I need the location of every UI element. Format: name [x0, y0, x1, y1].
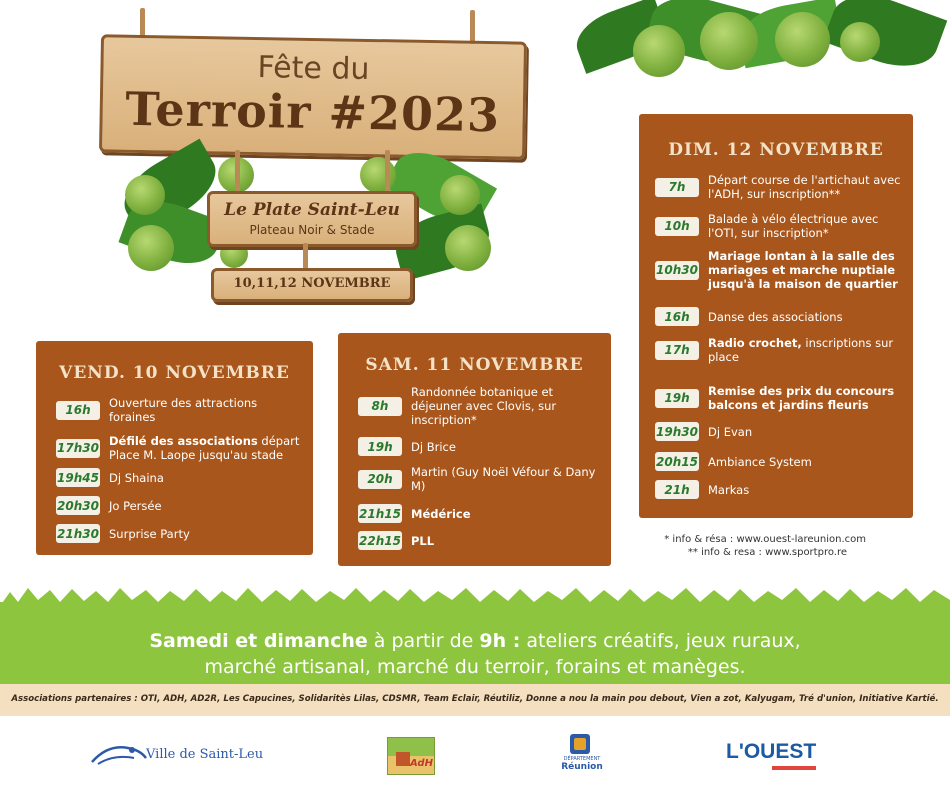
- event-text: Danse des associations: [708, 309, 843, 324]
- event-text: Défilé des associations départ Place M. Laope jusqu'au stade: [109, 434, 300, 462]
- list-item: [56, 524, 190, 543]
- event-text: Markas: [708, 482, 750, 497]
- list-item: [56, 434, 309, 462]
- footnote-2: ** info & resa : www.sportpro.re: [687, 547, 847, 558]
- saint-leu-logo: Ville de Saint-Leu: [88, 738, 268, 772]
- event-text: Surprise Party: [109, 526, 190, 541]
- weekend-banner: Samedi et dimanche à partir de 9h : ateliers créatifs, jeux ruraux, marché artisanal, marché du terroir, forains et manèges.: [149, 630, 801, 678]
- time-badge: 10h: [655, 217, 699, 236]
- list-item: [358, 504, 471, 523]
- sign-line1: Fête du: [257, 50, 370, 87]
- event-text: PLL: [411, 533, 435, 548]
- time-badge: 16h: [56, 401, 100, 420]
- place-name: Le Plate Saint-Leu: [224, 200, 400, 220]
- time-badge: 10h30: [655, 261, 699, 280]
- time-badge: 19h30: [655, 422, 699, 441]
- list-item: [56, 396, 289, 424]
- saturday-panel: [338, 333, 611, 566]
- saturday-title: SAM. 11 NOVEMBRE: [365, 355, 584, 375]
- list-item: [655, 480, 749, 499]
- list-item: [655, 422, 752, 441]
- event-text: Martin (Guy Noël Véfour & Dany M): [411, 465, 596, 493]
- event-text: Randonnée botanique et déjeuner avec Clovis, sur inscription*: [411, 385, 557, 427]
- event-text: Ambiance System: [708, 454, 812, 469]
- sign-line2: Terroir #2023: [124, 81, 501, 143]
- time-badge: 20h30: [56, 496, 100, 515]
- event-text: Radio crochet, inscriptions sur place: [708, 336, 894, 364]
- friday-title: VEND. 10 NOVEMBRE: [59, 363, 290, 383]
- departement-logo: DÉPARTEMENT Réunion: [560, 734, 604, 778]
- time-badge: 21h: [655, 480, 699, 499]
- list-item: [655, 249, 908, 291]
- dates-text: 10,11,12 NOVEMBRE: [233, 276, 391, 291]
- time-badge: 17h30: [56, 439, 100, 458]
- list-item: [56, 496, 162, 515]
- title-board: [99, 34, 527, 159]
- ouest-logo: L'OUEST: [726, 738, 826, 772]
- list-item: [358, 531, 434, 550]
- time-badge: 22h15: [358, 531, 402, 550]
- event-text: Dj Brice: [411, 439, 456, 454]
- time-badge: 20h: [358, 470, 402, 489]
- time-badge: 19h: [358, 437, 402, 456]
- place-sub: Plateau Noir & Stade: [249, 223, 375, 237]
- event-text: Mariage lontan à la salle des mariages et marche nuptiale jusqu'à la maison de quartier: [708, 249, 898, 291]
- turtle-icon: [88, 740, 148, 770]
- time-badge: 19h: [655, 389, 699, 408]
- list-item: [655, 212, 903, 240]
- time-badge: 19h45: [56, 468, 100, 487]
- event-text: Remise des prix du concours balcons et jardins fleuris: [708, 384, 895, 412]
- list-item: [655, 452, 812, 471]
- list-item: [655, 336, 903, 364]
- list-item: [56, 468, 164, 487]
- associations-text: Associations partenaires : OTI, ADH, AD2R, Les Capucines, Solidaritès Lilas, CDSMR, Team Eclair, Réutiliz, Donne a nou la main pou debout, Vien a zot, Kalyugam, Tré d'union, Initiative Kartié.: [11, 694, 939, 704]
- list-item: [655, 307, 843, 326]
- time-badge: 16h: [655, 307, 699, 326]
- friday-panel: [36, 341, 313, 555]
- event-text: Ouverture des attractions foraines: [109, 396, 258, 424]
- footnote-1: * info & résa : www.ouest-lareunion.com: [664, 534, 866, 545]
- event-text: Dj Evan: [708, 424, 753, 439]
- associations-bar: [0, 684, 950, 716]
- event-text: Médérice: [411, 506, 471, 521]
- place-board: [207, 191, 417, 247]
- list-item: [358, 437, 456, 456]
- dates-board: [211, 268, 413, 302]
- time-badge: 8h: [358, 397, 402, 416]
- sunday-title: DIM. 12 NOVEMBRE: [668, 140, 884, 160]
- time-badge: 21h30: [56, 524, 100, 543]
- event-text: Départ course de l'artichaut avec l'ADH, sur inscription**: [708, 173, 901, 201]
- event-text: Jo Persée: [109, 498, 162, 513]
- event-text: Dj Shaina: [109, 470, 164, 485]
- list-item: [358, 465, 601, 493]
- adh-logo: AdH: [387, 737, 435, 775]
- time-badge: 7h: [655, 178, 699, 197]
- time-badge: 20h15: [655, 452, 699, 471]
- time-badge: 17h: [655, 341, 699, 360]
- list-item: [358, 385, 576, 427]
- list-item: [655, 384, 903, 412]
- list-item: [655, 173, 903, 201]
- time-badge: 21h15: [358, 504, 402, 523]
- event-text: Balade à vélo électrique avec l'OTI, sur inscription*: [708, 212, 879, 240]
- sunday-panel: [639, 114, 913, 518]
